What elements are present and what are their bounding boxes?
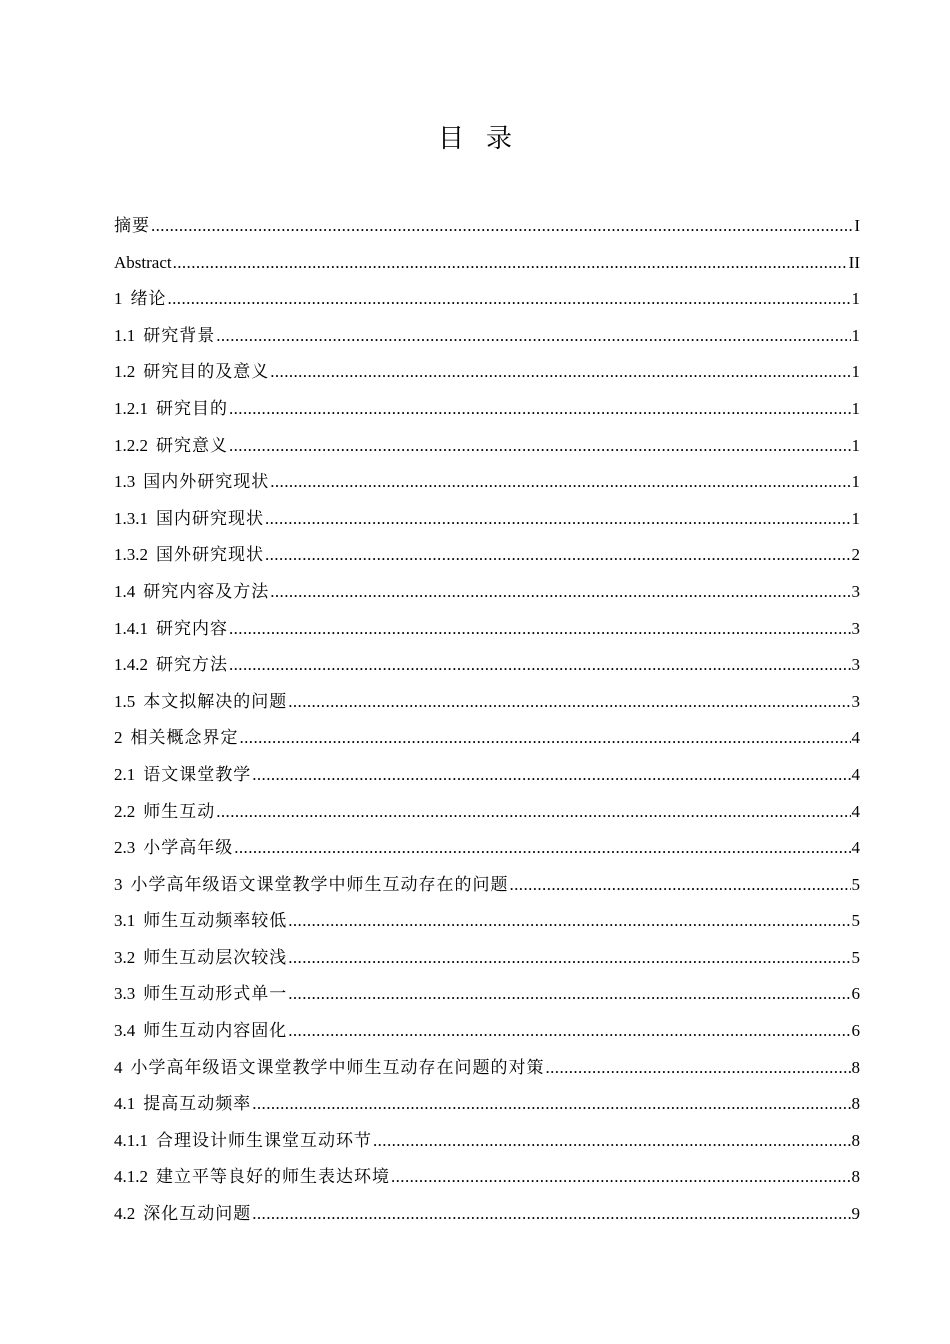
toc-leader-dots [391, 1159, 851, 1196]
toc-entry-label: 小学高年级 [143, 838, 234, 858]
toc-entry-number: 1 [114, 289, 123, 309]
toc-entry-label: 国内外研究现状 [143, 472, 270, 492]
toc-entry-label: 国外研究现状 [156, 545, 264, 565]
toc-entry-number: 1.2.2 [114, 435, 148, 455]
toc-entry-number: 2.3 [114, 838, 136, 858]
toc-entry-page: 1 [851, 472, 860, 492]
toc-entry[interactable] [114, 318, 860, 355]
toc-entry-number: 4.1.1 [114, 1130, 148, 1150]
toc-leader-dots [510, 867, 851, 904]
toc-entry-number: 1.4.1 [114, 618, 148, 638]
toc-entry[interactable] [114, 537, 860, 574]
toc-entry-number: 3.3 [114, 984, 136, 1004]
toc-entry-page: 4 [851, 801, 860, 821]
toc-entry-number: 2.2 [114, 801, 136, 821]
toc-entry[interactable] [114, 245, 860, 282]
toc-entry-page: 5 [851, 911, 860, 931]
toc-entry[interactable] [114, 391, 860, 428]
toc-entry-label: 合理设计师生课堂互动环节 [156, 1130, 372, 1150]
toc-leader-dots [252, 1086, 850, 1123]
toc-entry-number: 1.4.2 [114, 655, 148, 675]
toc-leader-dots [288, 1013, 850, 1050]
toc-entry-number: 4.1 [114, 1094, 136, 1114]
toc-entry[interactable] [114, 428, 860, 465]
toc-entry-page: 1 [851, 289, 860, 309]
toc-entry-number: 3 [114, 874, 123, 894]
toc-leader-dots [151, 208, 853, 245]
toc-entry-page: 8 [851, 1130, 860, 1150]
toc-entry-label: 国内研究现状 [156, 508, 264, 528]
toc-entry[interactable] [114, 867, 860, 904]
toc-entry-page: 3 [851, 691, 860, 711]
toc-leader-dots [229, 391, 851, 428]
toc-leader-dots [288, 684, 850, 721]
toc-entry-number: 1.3.1 [114, 508, 148, 528]
toc-entry-label: 提高互动频率 [143, 1094, 252, 1114]
toc-entry-page: 3 [851, 581, 860, 601]
toc-leader-dots [265, 501, 851, 538]
toc-leader-dots [229, 428, 851, 465]
toc-entry-page: 8 [851, 1094, 860, 1114]
toc-entry[interactable] [114, 354, 860, 391]
toc-entry-page: 5 [851, 947, 860, 967]
toc-entry-label: 相关概念界定 [130, 728, 239, 748]
toc-entry-page: II [848, 252, 860, 272]
toc-entry-number: 1.2 [114, 362, 136, 382]
toc-leader-dots [288, 976, 850, 1013]
toc-entry[interactable] [114, 1196, 860, 1233]
toc-entry-number: 4 [114, 1057, 123, 1077]
toc-entry[interactable] [114, 501, 860, 538]
toc-entry[interactable] [114, 208, 860, 245]
toc-entry-number: 2 [114, 728, 123, 748]
toc-entry-page: 4 [851, 764, 860, 784]
toc-leader-dots [216, 794, 850, 831]
toc-entry-number: 1.4 [114, 581, 136, 601]
toc-entry[interactable] [114, 1159, 860, 1196]
toc-entry-label: 研究内容 [156, 618, 228, 638]
toc-entry[interactable] [114, 976, 860, 1013]
toc-entry-label: 研究背景 [143, 325, 216, 345]
toc-entry[interactable] [114, 940, 860, 977]
toc-entry-number: 1.3 [114, 472, 136, 492]
toc-leader-dots [270, 574, 850, 611]
toc-entry-page: 2 [851, 545, 860, 565]
toc-entry[interactable] [114, 684, 860, 721]
toc-entry-label: 师生互动层次较浅 [143, 947, 288, 967]
toc-leader-dots [265, 537, 851, 574]
toc-entry-page: 3 [851, 655, 860, 675]
toc-entry[interactable] [114, 1013, 860, 1050]
toc-leader-dots [373, 1123, 851, 1160]
toc-entry-label: 研究目的及意义 [143, 362, 270, 382]
toc-leader-dots [173, 245, 848, 282]
toc-entry-number: 1.2.1 [114, 398, 148, 418]
toc-entry-label: 师生互动 [143, 801, 216, 821]
toc-entry-label: 师生互动频率较低 [143, 911, 288, 931]
toc-entry-label: 研究内容及方法 [143, 581, 270, 601]
toc-entry-page: I [854, 216, 860, 235]
toc-entry-label: 小学高年级语文课堂教学中师生互动存在问题的对策 [130, 1057, 545, 1077]
toc-entry[interactable] [114, 574, 860, 611]
toc-leader-dots [252, 757, 850, 794]
toc-entry-label: 深化互动问题 [143, 1204, 252, 1224]
toc-entry-label: 摘要 [114, 216, 150, 235]
toc-leader-dots [252, 1196, 850, 1233]
toc-entry-page: 1 [851, 398, 860, 418]
toc-leader-dots [229, 647, 851, 684]
toc-entry-label: 师生互动内容固化 [143, 1021, 288, 1041]
toc-entry[interactable] [114, 1050, 860, 1087]
table-of-contents [114, 208, 860, 1233]
toc-entry-number: 4.2 [114, 1204, 136, 1224]
toc-entry[interactable] [114, 1123, 860, 1160]
toc-entry-number: 1.3.2 [114, 545, 148, 565]
toc-leader-dots [546, 1050, 851, 1087]
toc-entry-page: 5 [851, 874, 860, 894]
toc-entry-page: 1 [851, 362, 860, 382]
toc-leader-dots [216, 318, 850, 355]
toc-entry-number: 3.1 [114, 911, 136, 931]
toc-entry[interactable] [114, 464, 860, 501]
toc-entry-label: 小学高年级语文课堂教学中师生互动存在的问题 [130, 874, 509, 894]
toc-entry-label: 建立平等良好的师生表达环境 [156, 1167, 390, 1187]
toc-leader-dots [168, 281, 851, 318]
toc-entry-page: 1 [851, 325, 860, 345]
toc-entry[interactable] [114, 611, 860, 648]
toc-entry-page: 8 [851, 1167, 860, 1187]
toc-entry[interactable] [114, 647, 860, 684]
toc-leader-dots [288, 903, 850, 940]
toc-entry-number: 1.5 [114, 691, 136, 711]
toc-entry-page: 8 [851, 1057, 860, 1077]
toc-entry-label: 师生互动形式单一 [143, 984, 288, 1004]
toc-entry-number: 3.2 [114, 947, 136, 967]
page-title: 目录 [437, 124, 534, 153]
toc-leader-dots [270, 354, 850, 391]
toc-leader-dots [229, 611, 851, 648]
toc-entry[interactable] [114, 281, 860, 318]
toc-entry-page: 6 [851, 984, 860, 1004]
toc-entry-label: 本文拟解决的问题 [143, 691, 288, 711]
toc-leader-dots [240, 720, 851, 757]
toc-entry[interactable] [114, 1086, 860, 1123]
toc-leader-dots [288, 940, 850, 977]
toc-leader-dots [234, 830, 850, 867]
toc-entry-label: 绪论 [130, 289, 167, 309]
toc-entry[interactable] [114, 903, 860, 940]
toc-entry-label: 语文课堂教学 [143, 764, 252, 784]
toc-entry-label: Abstract [114, 252, 172, 272]
toc-entry[interactable] [114, 794, 860, 831]
toc-entry-page: 3 [851, 618, 860, 638]
toc-entry-page: 4 [851, 728, 860, 748]
toc-entry-label: 研究方法 [156, 655, 228, 675]
toc-entry-page: 1 [851, 435, 860, 455]
toc-entry[interactable] [114, 720, 860, 757]
toc-entry-page: 1 [851, 508, 860, 528]
toc-entry-page: 6 [851, 1021, 860, 1041]
toc-entry-page: 4 [851, 838, 860, 858]
toc-entry[interactable] [114, 757, 860, 794]
toc-entry-number: 1.1 [114, 325, 136, 345]
toc-entry-label: 研究意义 [156, 435, 228, 455]
toc-entry-label: 研究目的 [156, 398, 228, 418]
toc-entry-page: 9 [851, 1204, 860, 1224]
toc-entry[interactable] [114, 830, 860, 867]
toc-entry-number: 2.1 [114, 764, 136, 784]
toc-entry-number: 4.1.2 [114, 1167, 148, 1187]
toc-entry-number: 3.4 [114, 1021, 136, 1041]
toc-leader-dots [270, 464, 850, 501]
